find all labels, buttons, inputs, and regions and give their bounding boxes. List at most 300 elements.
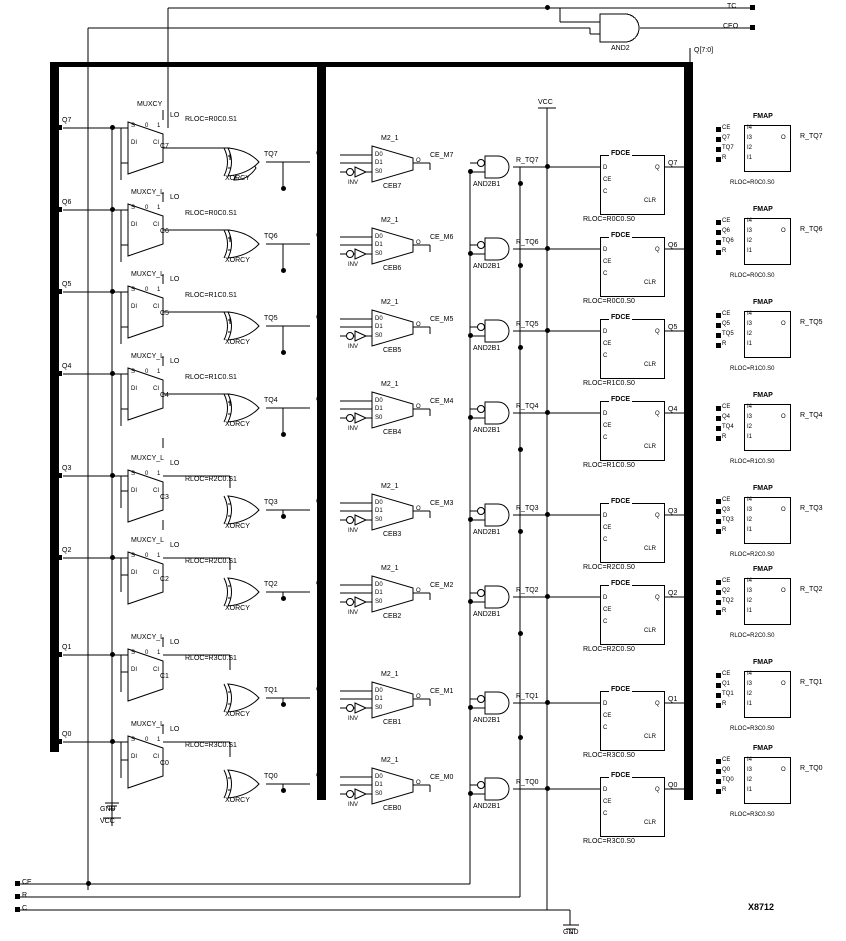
fdce-1-out: Q6 (668, 242, 678, 249)
fdce-4-clr: CLR (644, 546, 657, 552)
fmap-7-o: O (781, 767, 786, 773)
and2b1-1-out: R_TQ6 (516, 239, 539, 246)
fmap-6-rloc: RLOC=R3C0.S0 (730, 726, 775, 732)
muxcy-3-out: C4 (160, 392, 169, 399)
label-vcc-left: VCC (100, 818, 115, 825)
fmap-2-in-2: TQ5 (722, 331, 734, 337)
mux-2-inv: INV (348, 344, 359, 350)
mux-3-d0: D0 (375, 398, 383, 404)
fmap-5-in-2: TQ2 (722, 598, 734, 604)
fdce-2-d: D (603, 329, 608, 335)
fdce-5-title: FDCE (611, 580, 631, 587)
muxcy-0-s: S (131, 123, 136, 129)
fmap-0-pin-1 (716, 137, 721, 142)
fmap-2-p-1: I3 (747, 321, 753, 327)
fmap-6-pin-1 (716, 683, 721, 688)
muxcy-7-type: MUXCY_L (131, 721, 165, 728)
muxcy-2-di: DI (131, 304, 137, 310)
mux-5-out: CE_M2 (430, 582, 454, 589)
label-q0-in: Q0 (62, 731, 72, 738)
fmap-1-in-0: CE (722, 218, 731, 224)
muxcy-7-rloc: RLOC=R3C0.S1 (185, 742, 237, 749)
mux-5-o: O (416, 588, 421, 594)
fmap-3-p-2: I2 (747, 424, 753, 430)
xorcy-0-name: XORCY (225, 175, 250, 182)
fdce-2-clr: CLR (644, 362, 657, 368)
mux-4-inv: INV (348, 528, 359, 534)
mux-5-d0: D0 (375, 582, 383, 588)
fmap-1-p-0: I4 (747, 218, 753, 224)
fmap-3-pin-0 (716, 406, 721, 411)
fdce-6-title: FDCE (611, 686, 631, 693)
mux-3-inst: CEB4 (383, 429, 402, 436)
xorcy-1-name: XORCY (225, 257, 250, 264)
fdce-7-out: Q0 (668, 782, 678, 789)
fmap-0-pin-2 (716, 147, 721, 152)
mux-4-inq: Q3 (316, 499, 325, 505)
fdce-1-d: D (603, 247, 608, 253)
muxcy-6-ci: CI (153, 667, 159, 673)
label-and2: AND2 (611, 45, 630, 52)
muxcy-0-ci: CI (153, 140, 159, 146)
muxcy-1-one: 1 (157, 205, 161, 211)
fmap-3-pin-2 (716, 426, 721, 431)
mux-2-s0: S0 (375, 333, 383, 339)
fdce-4-d: D (603, 513, 608, 519)
mux-4-o: O (416, 506, 421, 512)
fmap-2-p-3: I1 (747, 341, 753, 347)
muxcy-2-rloc: RLOC=R1C0.S1 (185, 292, 237, 299)
muxcy-3-type: MUXCY_L (131, 353, 165, 360)
muxcy-0-rloc: RLOC=R0C0.S1 (185, 116, 237, 123)
fmap-4-p-3: I1 (747, 527, 753, 533)
xorcy-1-out: TQ6 (264, 233, 278, 240)
mux-1-d0: D0 (375, 234, 383, 240)
fmap-5-o: O (781, 588, 786, 594)
fmap-5-p-1: I3 (747, 588, 753, 594)
fmap-5-p-0: I4 (747, 578, 753, 584)
mux-7-inq: Q0 (316, 773, 325, 779)
fmap-6-p-2: I2 (747, 691, 753, 697)
mux-1-inv: INV (348, 262, 359, 268)
and2b1-5-name: AND2B1 (473, 611, 501, 618)
label-r-in: R (22, 892, 28, 899)
label-q2-in: Q2 (62, 547, 72, 554)
muxcy-5-lo: LO (170, 542, 180, 549)
mux-4-out: CE_M3 (430, 500, 454, 507)
mux-5-s0: S0 (375, 599, 383, 605)
mux-4-inst: CEB3 (383, 531, 402, 538)
and2b1-3-out: R_TQ4 (516, 403, 539, 410)
fmap-6-pin-0 (716, 673, 721, 678)
and2b1-0-name: AND2B1 (473, 181, 501, 188)
fmap-3-in-1: Q4 (722, 414, 731, 420)
fdce-6[interactable] (600, 691, 665, 751)
muxcy-1-out: C6 (160, 228, 169, 235)
muxcy-3-one: 1 (157, 369, 161, 375)
muxcy-6-di: DI (131, 667, 137, 673)
mux-0-d0: D0 (375, 152, 383, 158)
xorcy-5-out: TQ2 (264, 581, 278, 588)
and2b1-3-name: AND2B1 (473, 427, 501, 434)
mux-1-out: CE_M6 (430, 234, 454, 241)
xorcy-6-out: TQ1 (264, 687, 278, 694)
mux-6-d1: D1 (375, 696, 383, 702)
muxcy-4-s: S (131, 471, 136, 477)
muxcy-4-out: C3 (160, 494, 169, 501)
and2b1-6-out: R_TQ1 (516, 693, 539, 700)
fmap-5-p-3: I1 (747, 608, 753, 614)
muxcy-5-zero: 0 (145, 553, 149, 559)
fdce-0-d: D (603, 165, 608, 171)
fdce-0-title: FDCE (611, 150, 631, 157)
muxcy-3-lo: LO (170, 358, 180, 365)
fdce-6-d: D (603, 701, 608, 707)
fdce-6-out: Q1 (668, 696, 678, 703)
mux-1-inq: Q6 (316, 233, 325, 239)
junction-dot (468, 415, 473, 420)
mux-5-inv: INV (348, 610, 359, 616)
muxcy-7-zero: 0 (145, 737, 149, 743)
fmap-5-in-1: Q2 (722, 588, 731, 594)
fdce-0-clr: CLR (644, 198, 657, 204)
muxcy-3-rloc: RLOC=R1C0.S1 (185, 374, 237, 381)
fmap-6-out: R_TQ1 (800, 679, 823, 686)
junction-dot (545, 164, 550, 169)
and2b1-4-name: AND2B1 (473, 529, 501, 536)
fdce-3-out: Q4 (668, 406, 678, 413)
fmap-1-o: O (781, 228, 786, 234)
mux-0-inv: INV (348, 180, 359, 186)
fmap-4-o: O (781, 507, 786, 513)
muxcy-5-di: DI (131, 570, 137, 576)
fmap-4-rloc: RLOC=R2C0.S0 (730, 552, 775, 558)
fmap-4-in-0: CE (722, 497, 731, 503)
muxcy-0-di: DI (131, 140, 137, 146)
mux-4-s0: S0 (375, 517, 383, 523)
fmap-5-p-2: I2 (747, 598, 753, 604)
fmap-3-p-3: I1 (747, 434, 753, 440)
fmap-0-rloc: RLOC=R0C0.S0 (730, 180, 775, 186)
fmap-5-pin-1 (716, 590, 721, 595)
muxcy-3-ci: CI (153, 386, 159, 392)
fdce-3-c: C (603, 435, 608, 441)
xorcy-5-name: XORCY (225, 605, 250, 612)
fdce-2-q: Q (655, 329, 660, 335)
fmap-7-title: FMAP (753, 745, 773, 752)
mux-1-s0: S0 (375, 251, 383, 257)
muxcy-5-out: C2 (160, 576, 169, 583)
fmap-4-out: R_TQ3 (800, 505, 823, 512)
label-gnd-left: GND (100, 806, 116, 813)
label-vcc-top: VCC (538, 99, 553, 106)
fdce-5-c: C (603, 619, 608, 625)
junction-dot (281, 432, 286, 437)
mux-4-d0: D0 (375, 500, 383, 506)
label-c-in: C (22, 905, 28, 912)
fdce-7-rloc: RLOC=R3C0.S0 (583, 838, 635, 845)
mux-0-d1: D1 (375, 160, 383, 166)
fmap-2-p-0: I4 (747, 311, 753, 317)
muxcy-4-lo: LO (170, 460, 180, 467)
fmap-1-rloc: RLOC=R0C0.S0 (730, 273, 775, 279)
junction-dot (468, 333, 473, 338)
mux-7-inst: CEB0 (383, 805, 402, 812)
fmap-1-title: FMAP (753, 206, 773, 213)
fmap-1-pin-0 (716, 220, 721, 225)
fmap-4-in-3: R (722, 527, 727, 533)
fdce-2-title: FDCE (611, 314, 631, 321)
mux-3-out: CE_M4 (430, 398, 454, 405)
fdce-0[interactable] (600, 155, 665, 215)
fmap-2-pin-3 (716, 343, 721, 348)
muxcy-0-zero: 0 (145, 123, 149, 129)
fmap-0-p-2: I2 (747, 145, 753, 151)
fdce-6-ce: CE (603, 713, 612, 719)
fmap-0-p-3: I1 (747, 155, 753, 161)
muxcy-0-lo: LO (170, 112, 180, 119)
fmap-4-p-2: I2 (747, 517, 753, 523)
fdce-6-clr: CLR (644, 734, 657, 740)
fmap-0-pin-3 (716, 157, 721, 162)
fmap-6-pin-2 (716, 693, 721, 698)
fmap-2-out: R_TQ5 (800, 319, 823, 326)
muxcy-3-s: S (131, 369, 136, 375)
fdce-1-c: C (603, 271, 608, 277)
fmap-0-o: O (781, 135, 786, 141)
mux-2-inq: Q5 (316, 315, 325, 321)
fdce-7[interactable] (600, 777, 665, 837)
junction-dot (281, 268, 286, 273)
junction-dot (110, 207, 115, 212)
muxcy-1-di: DI (131, 222, 137, 228)
junction-dot (545, 5, 550, 10)
fdce-5-clr: CLR (644, 628, 657, 634)
fmap-7-in-3: R (722, 787, 727, 793)
fmap-5-pin-2 (716, 600, 721, 605)
fdce-7-title: FDCE (611, 772, 631, 779)
label-q1-in: Q1 (62, 644, 72, 651)
fmap-3-p-0: I4 (747, 404, 753, 410)
mux-0-type: M2_1 (381, 135, 399, 142)
fdce-3-q: Q (655, 411, 660, 417)
mux-7-d1: D1 (375, 782, 383, 788)
mux-1-inst: CEB6 (383, 265, 402, 272)
mux-0-o: O (416, 158, 421, 164)
fmap-7-p-1: I3 (747, 767, 753, 773)
mux-7-d0: D0 (375, 774, 383, 780)
junction-dot (518, 447, 523, 452)
fmap-4-pin-2 (716, 519, 721, 524)
muxcy-3-zero: 0 (145, 369, 149, 375)
fmap-7-p-3: I1 (747, 787, 753, 793)
fmap-6-o: O (781, 681, 786, 687)
fdce-1-title: FDCE (611, 232, 631, 239)
mux-2-inst: CEB5 (383, 347, 402, 354)
fdce-0-ce: CE (603, 177, 612, 183)
fmap-4-pin-1 (716, 509, 721, 514)
muxcy-6-zero: 0 (145, 650, 149, 656)
junction-dot (518, 529, 523, 534)
fmap-6-in-2: TQ1 (722, 691, 734, 697)
fdce-5[interactable] (600, 585, 665, 645)
muxcy-4-one: 1 (157, 471, 161, 477)
label-q7-in: Q7 (62, 117, 72, 124)
fmap-0-in-0: CE (722, 125, 731, 131)
fmap-2-in-0: CE (722, 311, 731, 317)
fdce-2-rloc: RLOC=R1C0.S0 (583, 380, 635, 387)
muxcy-1-rloc: RLOC=R0C0.S1 (185, 210, 237, 217)
fmap-2-in-1: Q5 (722, 321, 731, 327)
label-qbus: Q[7:0] (694, 47, 714, 54)
fmap-1-in-2: TQ6 (722, 238, 734, 244)
fmap-1-pin-3 (716, 250, 721, 255)
fmap-2-in-3: R (722, 341, 727, 347)
muxcy-2-s: S (131, 287, 136, 293)
muxcy-1-zero: 0 (145, 205, 149, 211)
muxcy-1-s: S (131, 205, 136, 211)
and2b1-2-name: AND2B1 (473, 345, 501, 352)
junction-dot (110, 652, 115, 657)
fdce-4[interactable] (600, 503, 665, 563)
junction-dot (468, 517, 473, 522)
junction-dot (110, 473, 115, 478)
junction-dot (281, 350, 286, 355)
fmap-2-pin-2 (716, 333, 721, 338)
fmap-2-o: O (781, 321, 786, 327)
muxcy-0-out: C7 (160, 143, 169, 150)
mux-6-d0: D0 (375, 688, 383, 694)
and2b1-7-name: AND2B1 (473, 803, 501, 810)
fdce-4-ce: CE (603, 525, 612, 531)
junction-dot (545, 328, 550, 333)
fmap-1-pin-2 (716, 240, 721, 245)
fdce-0-rloc: RLOC=R0C0.S0 (583, 216, 635, 223)
mux-0-s0: S0 (375, 169, 383, 175)
mux-3-o: O (416, 404, 421, 410)
muxcy-3-di: DI (131, 386, 137, 392)
fmap-1-p-1: I3 (747, 228, 753, 234)
mux-4-d1: D1 (375, 508, 383, 514)
fmap-3-pin-3 (716, 436, 721, 441)
fmap-0-in-2: TQ7 (722, 145, 734, 151)
fmap-6-p-0: I4 (747, 671, 753, 677)
fdce-3-clr: CLR (644, 444, 657, 450)
fmap-1-in-1: Q6 (722, 228, 731, 234)
junction-dot (281, 514, 286, 519)
fdce-0-q: Q (655, 165, 660, 171)
mux-5-inq: Q2 (316, 581, 325, 587)
fmap-6-p-3: I1 (747, 701, 753, 707)
muxcy-7-di: DI (131, 754, 137, 760)
muxcy-6-rloc: RLOC=R3C0.S1 (185, 655, 237, 662)
muxcy-4-zero: 0 (145, 471, 149, 477)
fmap-0-in-3: R (722, 155, 727, 161)
fmap-2-p-2: I2 (747, 331, 753, 337)
muxcy-1-ci: CI (153, 222, 159, 228)
and2b1-7-out: R_TQ0 (516, 779, 539, 786)
fdce-2[interactable] (600, 319, 665, 379)
junction-dot (281, 702, 286, 707)
fmap-3-out: R_TQ4 (800, 412, 823, 419)
fmap-4-title: FMAP (753, 485, 773, 492)
fmap-6-pin-3 (716, 703, 721, 708)
label-gnd-bottom: GND (563, 929, 579, 936)
mux-6-type: M2_1 (381, 671, 399, 678)
junction-dot (518, 735, 523, 740)
fdce-2-c: C (603, 353, 608, 359)
mux-0-out: CE_M7 (430, 152, 454, 159)
mux-7-out: CE_M0 (430, 774, 454, 781)
xorcy-2-name: XORCY (225, 339, 250, 346)
fmap-0-title: FMAP (753, 113, 773, 120)
fmap-2-pin-1 (716, 323, 721, 328)
junction-dot (468, 251, 473, 256)
mux-3-type: M2_1 (381, 381, 399, 388)
junction-dot (468, 169, 473, 174)
muxcy-6-out: C1 (160, 673, 169, 680)
mux-7-o: O (416, 780, 421, 786)
fmap-0-p-0: I4 (747, 125, 753, 131)
junction-dot (110, 555, 115, 560)
fdce-4-out: Q3 (668, 508, 678, 515)
fmap-2-rloc: RLOC=R1C0.S0 (730, 366, 775, 372)
fdce-3[interactable] (600, 401, 665, 461)
fmap-0-pin-0 (716, 127, 721, 132)
fmap-3-o: O (781, 414, 786, 420)
fdce-5-rloc: RLOC=R2C0.S0 (583, 646, 635, 653)
junction-dot (518, 345, 523, 350)
mux-7-type: M2_1 (381, 757, 399, 764)
muxcy-5-s: S (131, 553, 136, 559)
fmap-0-p-1: I3 (747, 135, 753, 141)
fmap-3-rloc: RLOC=R1C0.S0 (730, 459, 775, 465)
fmap-4-pin-3 (716, 529, 721, 534)
fmap-7-in-2: TQ0 (722, 777, 734, 783)
fdce-4-q: Q (655, 513, 660, 519)
mux-6-inst: CEB1 (383, 719, 402, 726)
fdce-6-q: Q (655, 701, 660, 707)
fdce-1[interactable] (600, 237, 665, 297)
mux-3-d1: D1 (375, 406, 383, 412)
fmap-1-out: R_TQ6 (800, 226, 823, 233)
label-ce-in: CE (22, 879, 32, 886)
mux-6-o: O (416, 694, 421, 700)
fdce-1-clr: CLR (644, 280, 657, 286)
muxcy-4-type: MUXCY_L (131, 455, 165, 462)
fdce-0-c: C (603, 189, 608, 195)
fmap-6-title: FMAP (753, 659, 773, 666)
fmap-2-title: FMAP (753, 299, 773, 306)
junction-dot (545, 512, 550, 517)
mux-6-out: CE_M1 (430, 688, 454, 695)
junction-dot (281, 186, 286, 191)
muxcy-7-out: C0 (160, 760, 169, 767)
muxcy-2-zero: 0 (145, 287, 149, 293)
fdce-4-c: C (603, 537, 608, 543)
fdce-7-clr: CLR (644, 820, 657, 826)
junction-dot (110, 739, 115, 744)
fmap-4-p-0: I4 (747, 497, 753, 503)
fmap-3-p-1: I3 (747, 414, 753, 420)
fmap-4-in-2: TQ3 (722, 517, 734, 523)
label-q3-in: Q3 (62, 465, 72, 472)
mux-2-out: CE_M5 (430, 316, 454, 323)
fdce-6-c: C (603, 725, 608, 731)
muxcy-2-out: C5 (160, 310, 169, 317)
label-q4-in: Q4 (62, 363, 72, 370)
fmap-5-in-0: CE (722, 578, 731, 584)
